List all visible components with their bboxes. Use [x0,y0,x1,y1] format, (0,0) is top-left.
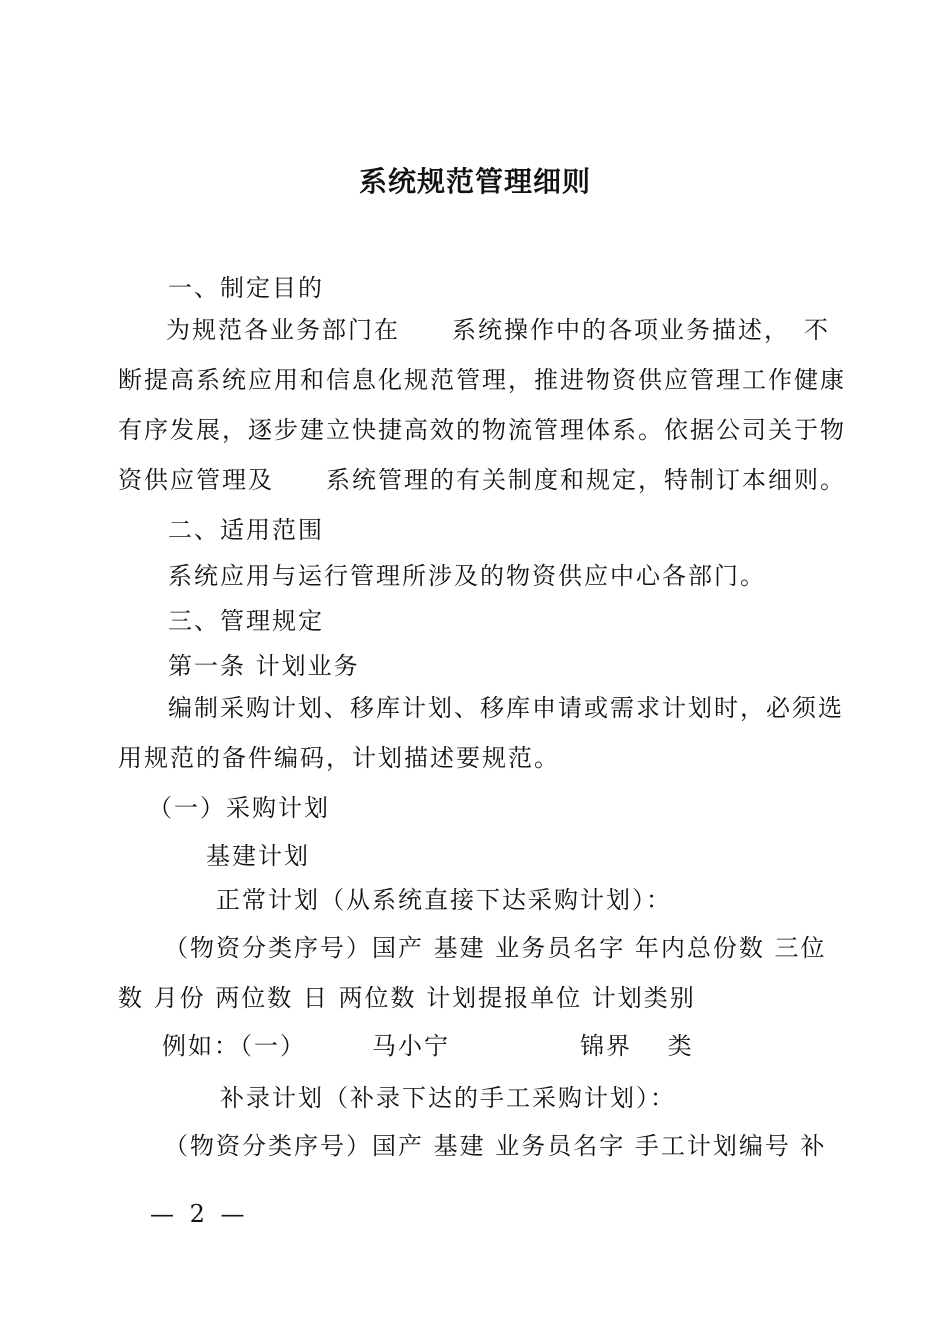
paragraph-line: 编制采购计划、移库计划、移库申请或需求计划时，必须选 [168,694,844,722]
paragraph-line: 断提高系统应用和信息化规范管理，推进物资供应管理工作健康 [118,366,846,394]
paragraph-line: 资供应管理及 系统管理的有关制度和规定，特制订本细则。 [118,466,846,494]
subsection-heading: （一）采购计划 [148,794,330,822]
paragraph-line: 系统应用与运行管理所涉及的物资供应中心各部门。 [168,562,766,590]
paragraph-line: 有序发展，逐步建立快捷高效的物流管理体系。依据公司关于物 [118,416,846,444]
section-heading-scope: 二、适用范围 [168,516,324,544]
paragraph-line: 为规范各业务部门在 系统操作中的各项业务描述， 不 [166,316,830,344]
document-title: 系统规范管理细则 [358,165,591,198]
page-number: — 2 — [150,1200,249,1228]
paragraph-line: 用规范的备件编码，计划描述要规范。 [118,744,560,772]
format-line: 数 月份 两位数 日 两位数 计划提报单位 计划类别 [118,984,696,1012]
format-line: （物资分类序号）国产 基建 业务员名字 手工计划编号 补 [164,1132,827,1160]
article-heading: 第一条 计划业务 [168,652,360,680]
section-heading-purpose: 一、制定目的 [168,274,324,302]
paragraph-line: 正常计划（从系统直接下达采购计划）： [216,886,672,914]
example-line: 例如：（一） 马小宁 锦界 类 [162,1032,694,1060]
format-line: （物资分类序号）国产 基建 业务员名字 年内总份数 三位 [164,934,827,962]
paragraph-line: 补录计划（补录下达的手工采购计划）： [220,1084,676,1112]
subheading-line: 基建计划 [206,842,310,870]
section-heading-rules: 三、管理规定 [168,607,324,635]
